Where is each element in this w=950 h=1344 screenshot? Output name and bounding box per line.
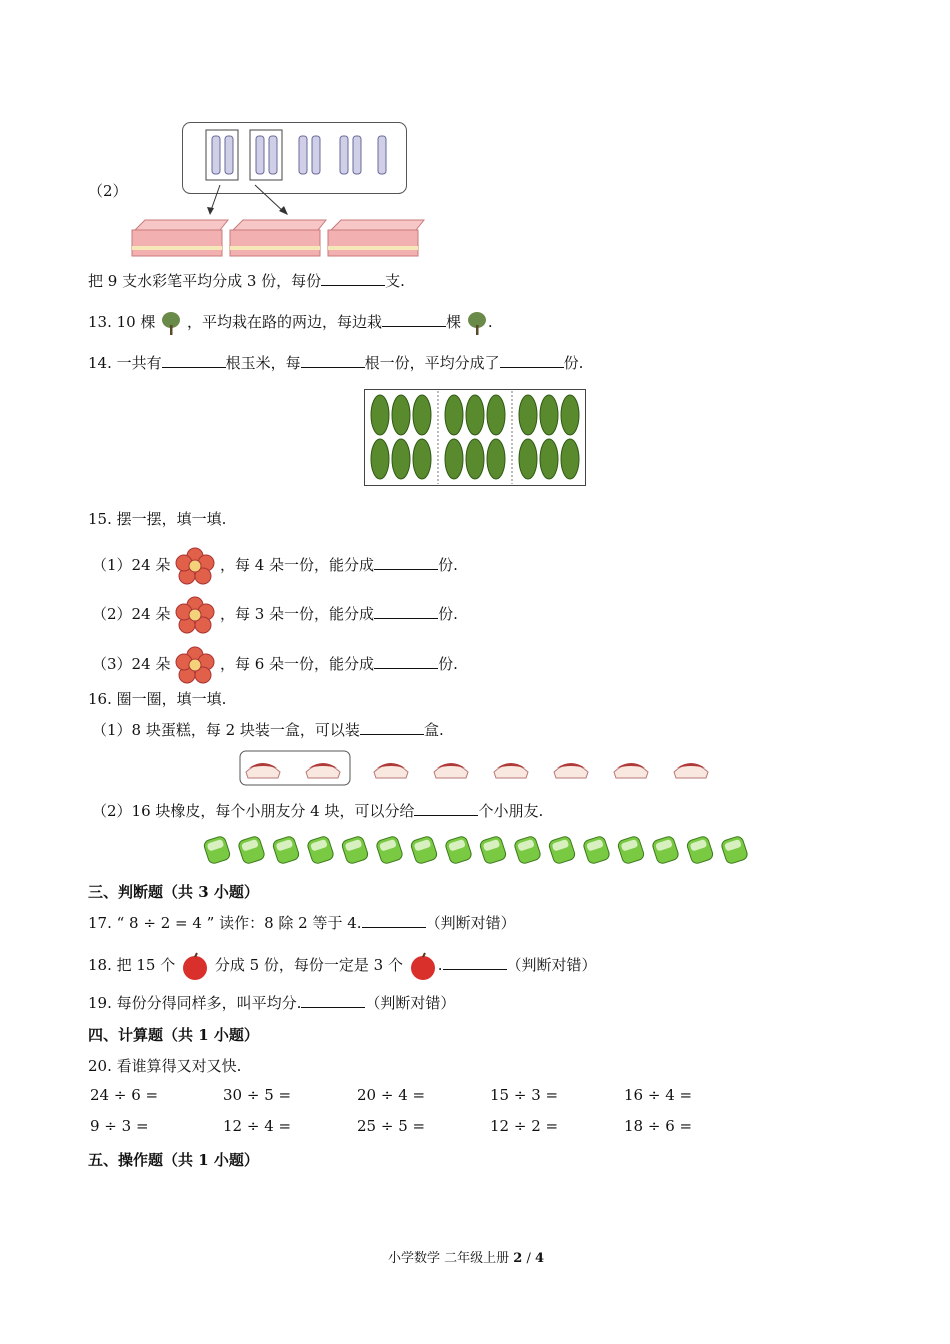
apple-icon: [408, 952, 438, 980]
answer-blank[interactable]: [301, 353, 365, 368]
q20-title: 20. 看谁算得又对又快.: [88, 1057, 242, 1075]
eraser-icon: [686, 835, 714, 865]
calc-item: 12 ÷ 2 =: [490, 1117, 559, 1135]
tree-icon: [466, 311, 488, 335]
q14: 14. 一共有 根玉米，每 根一份，平均分成了 份.: [88, 354, 584, 372]
eraser-icon: [375, 835, 403, 865]
corn-icon: [519, 439, 537, 479]
corn-icon: [487, 439, 505, 479]
cake-icon: [374, 763, 408, 778]
eraser-icon: [203, 835, 231, 865]
q18: 18. 把 15 个 分成 5 份，每份一定是 3 个 . （判断对错）: [88, 952, 597, 980]
section-4-heading: 四、计算题（共 1 小题）: [88, 1026, 259, 1044]
arrow-icons: [200, 185, 300, 215]
erasers-illustration: [202, 832, 752, 868]
eraser-icon: [306, 835, 334, 865]
calc-item: 30 ÷ 5 =: [223, 1086, 292, 1104]
corn-icon: [466, 439, 484, 479]
corn-icon: [392, 395, 410, 435]
calc-item: 24 ÷ 6 =: [90, 1086, 159, 1104]
answer-blank[interactable]: [500, 353, 564, 368]
page-footer: 小学数学 二年级上册 2 / 4: [388, 1251, 545, 1266]
calc-item: 25 ÷ 5 =: [357, 1117, 426, 1135]
answer-blank[interactable]: [321, 271, 385, 286]
corn-icon: [371, 395, 389, 435]
corn-icon: [561, 395, 579, 435]
q13: 13. 10 棵 ，平均栽在路的两边，每边栽 棵 .: [88, 311, 493, 335]
markers-frame: [182, 122, 407, 194]
eraser-icon: [651, 835, 679, 865]
q12-question: 把 9 支水彩笔平均分成 3 份，每份 支.: [88, 272, 405, 290]
page-number: 2: [513, 1251, 523, 1266]
cake-icon: [494, 763, 528, 778]
q15-item-2: （2）24 朵 ，每 3 朵一份，能分成 份.: [92, 597, 458, 633]
flower-icon: [175, 597, 215, 633]
corn-icon: [519, 395, 537, 435]
corn-icon: [413, 395, 431, 435]
eraser-icon: [513, 835, 541, 865]
section-5-heading: 五、操作题（共 1 小题）: [88, 1151, 259, 1169]
cake-icon: [246, 763, 280, 778]
answer-blank[interactable]: [360, 720, 424, 735]
eraser-icon: [410, 835, 438, 865]
eraser-icon: [341, 835, 369, 865]
flower-icon: [175, 647, 215, 683]
eraser-icon: [272, 835, 300, 865]
eraser-icon: [617, 835, 645, 865]
calc-item: 18 ÷ 6 =: [624, 1117, 693, 1135]
answer-blank[interactable]: [374, 555, 438, 570]
corn-icon: [540, 395, 558, 435]
corn-icon: [540, 439, 558, 479]
corn-icon: [413, 439, 431, 479]
corn-icon: [466, 395, 484, 435]
answer-blank[interactable]: [414, 801, 478, 816]
eraser-icon: [548, 835, 576, 865]
calc-item: 20 ÷ 4 =: [357, 1086, 426, 1104]
apple-icon: [180, 952, 210, 980]
q19: 19. 每份分得同样多，叫平均分. （判断对错）: [88, 994, 456, 1012]
cake-icon: [614, 763, 648, 778]
eraser-icon: [720, 835, 748, 865]
answer-blank[interactable]: [374, 654, 438, 669]
calc-item: 9 ÷ 3 =: [90, 1117, 149, 1135]
flower-icon: [175, 548, 215, 584]
corn-icon: [392, 439, 410, 479]
eraser-icon: [479, 835, 507, 865]
pencil-box-icons: [130, 218, 430, 258]
q16-part-1: （1）8 块蛋糕，每 2 块装一盒，可以装 盒.: [92, 721, 444, 739]
answer-blank[interactable]: [443, 955, 507, 970]
q15-item-1: （1）24 朵 ，每 4 朵一份，能分成 份.: [92, 548, 458, 584]
q16-title: 16. 圈一圈，填一填.: [88, 690, 227, 708]
q15-item-3: （3）24 朵 ，每 6 朵一份，能分成 份.: [92, 647, 458, 683]
eraser-icon: [237, 835, 265, 865]
answer-blank[interactable]: [162, 353, 226, 368]
q16-part-2: （2）16 块橡皮，每个小朋友分 4 块，可以分给 个小朋友.: [92, 802, 544, 820]
tree-icon: [160, 311, 182, 335]
calc-item: 15 ÷ 3 =: [490, 1086, 559, 1104]
eraser-icon: [582, 835, 610, 865]
answer-blank[interactable]: [362, 913, 426, 928]
cake-icon: [554, 763, 588, 778]
answer-blank[interactable]: [382, 312, 446, 327]
cake-icon: [674, 763, 708, 778]
section-3-heading: 三、判断题（共 3 小题）: [88, 883, 259, 901]
q12-part-label: （2）: [88, 182, 128, 200]
corn-icon: [445, 439, 463, 479]
corn-icon: [487, 395, 505, 435]
cake-icon: [306, 763, 340, 778]
corn-icon: [371, 439, 389, 479]
cakes-illustration: [238, 750, 718, 788]
calc-item: 12 ÷ 4 =: [223, 1117, 292, 1135]
corn-icon: [445, 395, 463, 435]
corn-icon: [561, 439, 579, 479]
answer-blank[interactable]: [374, 604, 438, 619]
eraser-icon: [444, 835, 472, 865]
page-total: 4: [535, 1251, 545, 1266]
calc-item: 16 ÷ 4 =: [624, 1086, 693, 1104]
q17: 17. “ 8 ÷ 2 = 4 ” 读作：8 除 2 等于 4. （判断对错）: [88, 914, 516, 932]
corn-illustration: [364, 389, 586, 487]
q15-title: 15. 摆一摆，填一填.: [88, 510, 227, 528]
answer-blank[interactable]: [301, 993, 365, 1008]
cake-icon: [434, 763, 468, 778]
